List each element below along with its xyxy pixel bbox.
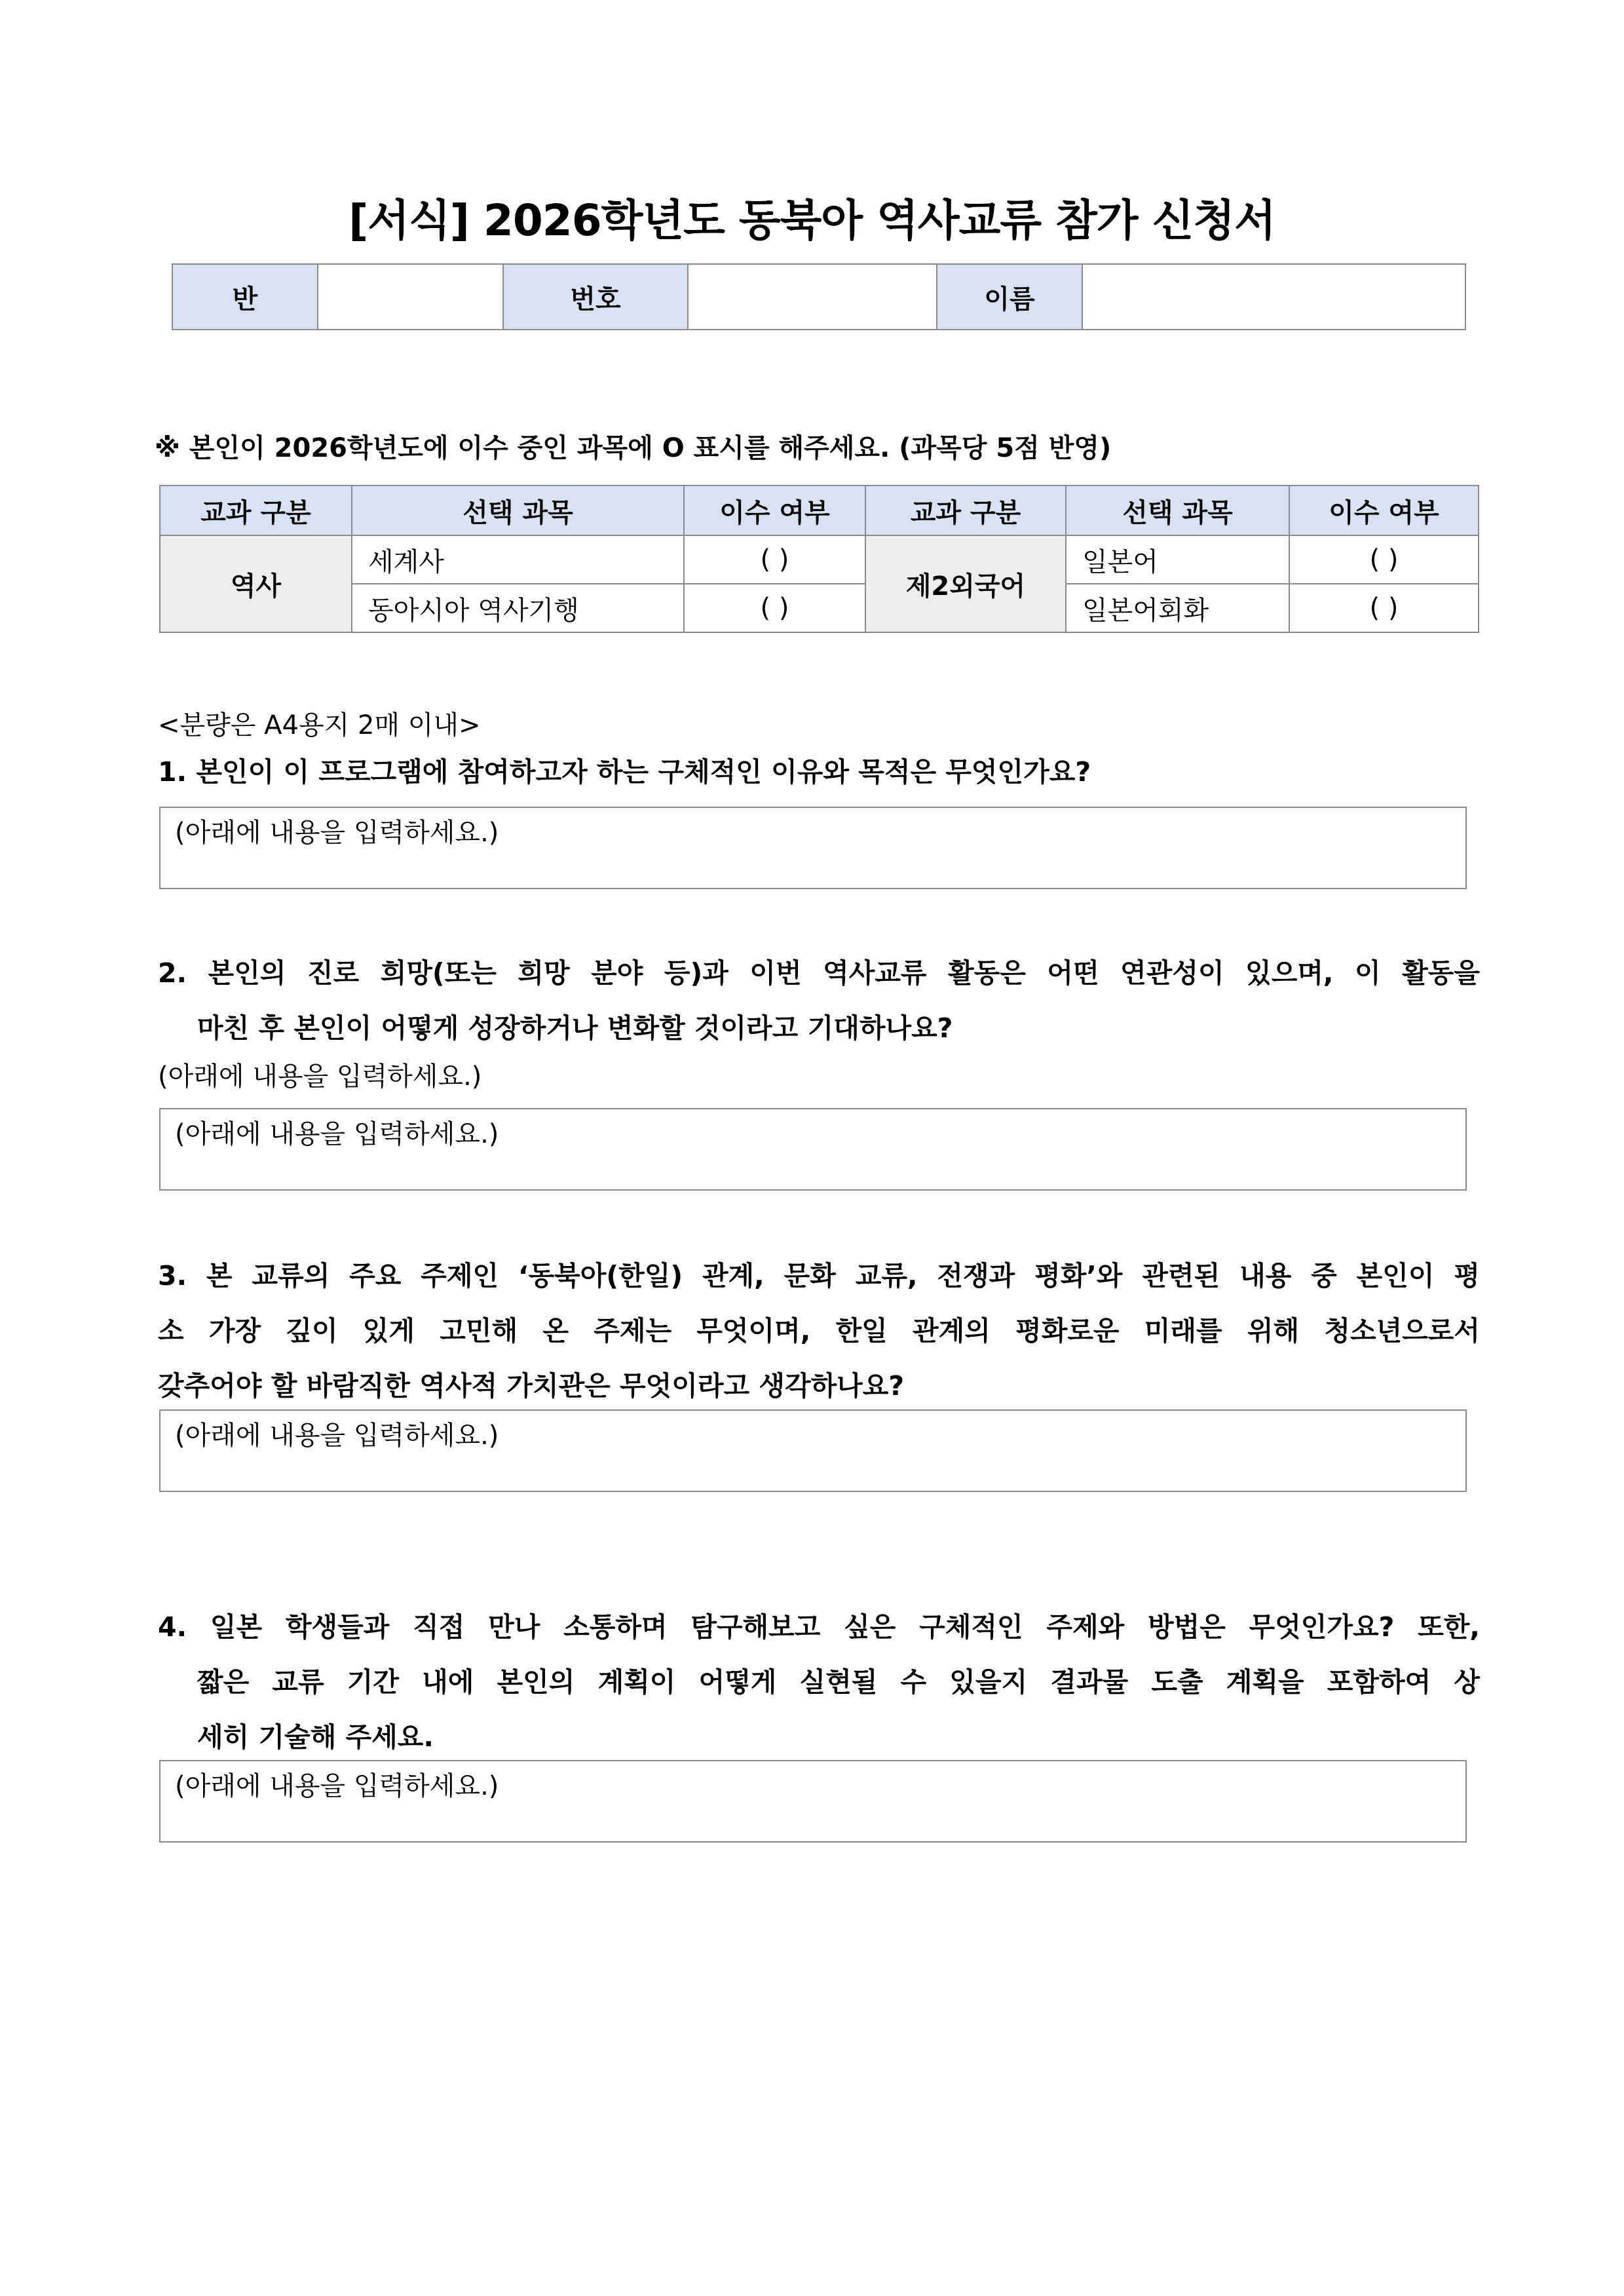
answer-placeholder: (아래에 내용을 입력하세요.) [175,1119,499,1149]
question-4-line-2: 짧은 교류 기간 내에 본인의 계획이 어떻게 실현될 수 있을지 결과물 도출 계획을 포함하여 상 [197,1666,1480,1698]
header-category: 교과 구분 [160,486,352,535]
answer-placeholder: (아래에 내용을 입력하세요.) [175,818,499,848]
completion-mark-field[interactable]: ( ) [1289,535,1479,584]
course-east-asia-history-travel: 동아시아 역사기행 [352,584,684,632]
answer-placeholder: (아래에 내용을 입력하세요.) [175,1771,499,1801]
course-japanese: 일본어 [1066,535,1289,584]
course-table [159,485,1479,633]
completion-mark-field[interactable]: ( ) [684,584,865,632]
question-4-line-1: 4. 일본 학생들과 직접 만나 소통하며 탐구해보고 싶은 구체적인 주제와 방법은 무엇인가요? 또한, [158,1611,1480,1643]
answer-placeholder: (아래에 내용을 입력하세요.) [175,1421,499,1451]
course-notice: ※ 본인이 2026학년도에 이수 중인 과목에 O 표시를 해주세요. (과목당 5점 반영) [155,433,1112,463]
number-label: 번호 [503,264,688,330]
course-world-history: 세계사 [352,535,684,584]
student-info-table [172,263,1466,330]
completion-mark-field[interactable]: ( ) [1289,584,1479,632]
answer-box-1[interactable] [159,807,1467,889]
question-2 [158,946,1480,1056]
header-completion: 이수 여부 [1289,486,1479,535]
question-1 [158,744,1480,799]
question-3-line-3: 갖추어야 할 바람직한 역사적 가치관은 무엇이라고 생각하나요? [158,1370,905,1402]
header-completion: 이수 여부 [684,486,865,535]
name-label: 이름 [937,264,1082,330]
name-field[interactable] [1082,264,1465,330]
question-3 [158,1248,1480,1413]
number-field[interactable] [688,264,937,330]
answer-box-2[interactable] [159,1108,1467,1191]
question-2-prompt: (아래에 내용을 입력하세요.) [158,1062,482,1092]
form-title: [서식] 2026학년도 동북아 역사교류 참가 신청서 [349,195,1275,246]
question-3-line-2: 소 가장 깊이 있게 고민해 온 주제는 무엇이며, 한일 관계의 평화로운 미래를 위해 청소년으로서 [158,1315,1480,1347]
question-3-line-1: 3. 본 교류의 주요 주제인 ‘동북아(한일) 관계, 문화 교류, 전쟁과 평화’와 관련된 내용 중 본인이 평 [158,1260,1480,1292]
header-category: 교과 구분 [865,486,1066,535]
class-field[interactable] [318,264,503,330]
course-japanese-conversation: 일본어회화 [1066,584,1289,632]
header-course: 선택 과목 [352,486,684,535]
length-note: <분량은 A4용지 2매 이내> [158,710,481,740]
answer-box-3[interactable] [159,1409,1467,1492]
question-1-text: 1. 본인이 이 프로그램에 참여하고자 하는 구체적인 이유와 목적은 무엇인가요? [158,756,1091,788]
question-2-line-2: 마친 후 본인이 어떻게 성장하거나 변화할 것이라고 기대하나요? [197,1012,953,1044]
header-course: 선택 과목 [1066,486,1289,535]
question-4 [158,1599,1480,1765]
category-history: 역사 [160,535,352,632]
completion-mark-field[interactable]: ( ) [684,535,865,584]
question-4-line-3: 세히 기술해 주세요. [197,1721,434,1753]
question-2-line-1: 2. 본인의 진로 희망(또는 희망 분야 등)과 이번 역사교류 활동은 어떤 연관성이 있으며, 이 활동을 [158,957,1480,989]
category-second-language: 제2외국어 [865,535,1066,632]
class-label: 반 [172,264,318,330]
answer-box-4[interactable] [159,1760,1467,1843]
